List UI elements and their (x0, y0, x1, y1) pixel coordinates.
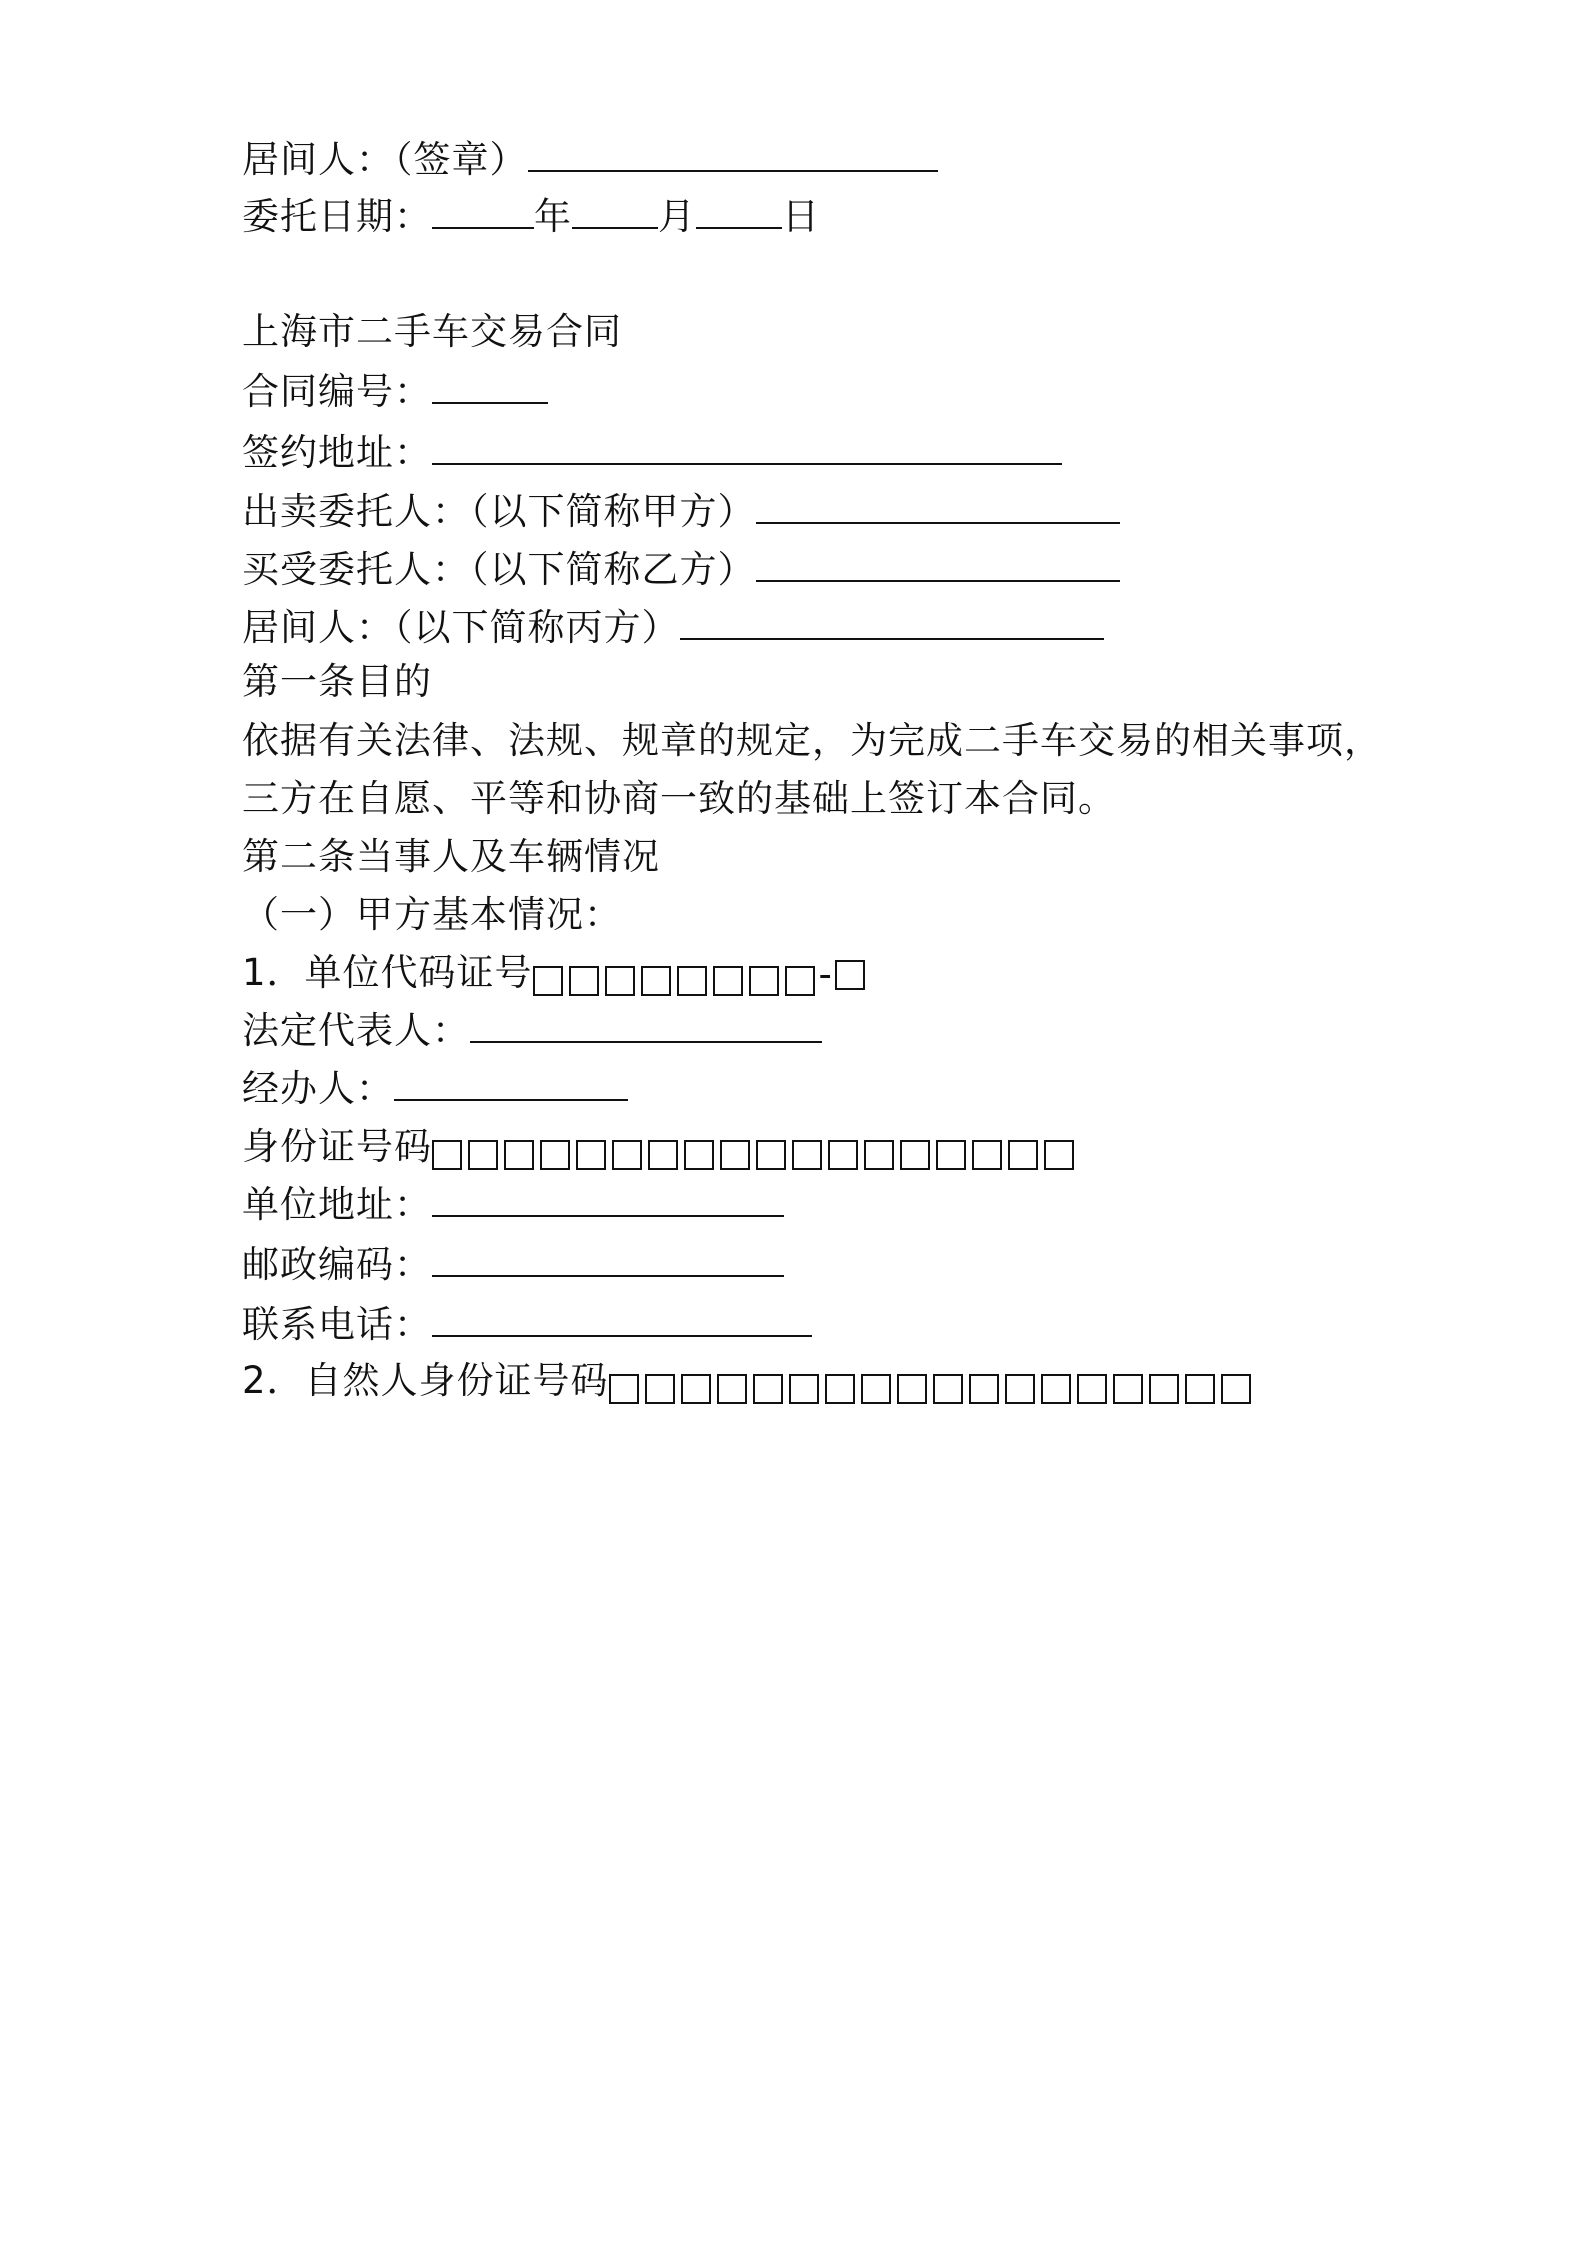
digit-box (684, 1140, 714, 1170)
digit-box (677, 966, 707, 996)
postcode-blank (432, 1245, 784, 1277)
digit-box (1005, 1374, 1035, 1404)
intermediary-signature-line (242, 135, 938, 185)
digit-box (432, 1140, 462, 1170)
seller-blank (756, 492, 1120, 524)
digit-box (713, 966, 743, 996)
digit-box (468, 1140, 498, 1170)
org-address-label: 单位地址： (242, 1183, 432, 1226)
signing-address-line (242, 428, 1062, 478)
org-code-line (242, 948, 871, 1004)
phone-label: 联系电话： (242, 1303, 432, 1346)
digit-box (900, 1140, 930, 1170)
contract-number-label: 合同编号： (242, 370, 432, 413)
digit-box (1113, 1374, 1143, 1404)
digit-box (1077, 1374, 1107, 1404)
legal-rep-line (242, 1006, 822, 1056)
handler-blank (394, 1069, 628, 1101)
day-blank (696, 197, 782, 229)
digit-box (504, 1140, 534, 1170)
digit-box (605, 966, 635, 996)
digit-box (1221, 1374, 1251, 1404)
digit-box (861, 1374, 891, 1404)
digit-box (645, 1374, 675, 1404)
signing-address-label: 签约地址： (242, 431, 432, 474)
digit-box (609, 1374, 639, 1404)
year-label: 年 (534, 195, 572, 238)
org-address-line (242, 1180, 784, 1230)
digit-box (648, 1140, 678, 1170)
digit-box (681, 1374, 711, 1404)
month-blank (572, 197, 658, 229)
article1-body-line1: 依据有关法律、法规、规章的规定，为完成二手车交易的相关事项， (242, 719, 1382, 762)
digit-box (825, 1374, 855, 1404)
seller-line (242, 487, 1120, 537)
digit-box (533, 966, 563, 996)
digit-box (828, 1140, 858, 1170)
digit-box (756, 1140, 786, 1170)
id-number-line (242, 1122, 1080, 1178)
digit-box (641, 966, 671, 996)
digit-box (972, 1140, 1002, 1170)
article1-body-line2: 三方在自愿、平等和协商一致的基础上签订本合同。 (242, 777, 1116, 820)
digit-box (1044, 1140, 1074, 1170)
org-code-label: 1．单位代码证号 (242, 951, 533, 994)
postcode-line (242, 1240, 784, 1290)
date-label: 委托日期： (242, 195, 432, 238)
seller-label: 出卖委托人：（以下简称甲方） (242, 490, 756, 533)
id-number-boxes (432, 1128, 1080, 1178)
party-a-heading: （一）甲方基本情况： (242, 893, 622, 936)
postcode-label: 邮政编码： (242, 1243, 432, 1286)
digit-box (789, 1374, 819, 1404)
signing-address-blank (432, 433, 1062, 465)
digit-box (785, 966, 815, 996)
digit-box (753, 1374, 783, 1404)
digit-box (1041, 1374, 1071, 1404)
intermediary-sign-label: 居间人：（签章） (242, 138, 528, 181)
phone-blank (432, 1305, 812, 1337)
digit-box (835, 960, 865, 990)
article2-title: 第二条当事人及车辆情况 (242, 835, 660, 878)
legal-rep-label: 法定代表人： (242, 1009, 470, 1052)
month-label: 月 (658, 195, 696, 238)
signature-blank (528, 140, 938, 172)
natural-person-id-label: 2．自然人身份证号码 (242, 1359, 609, 1402)
buyer-label: 买受委托人：（以下简称乙方） (242, 548, 756, 591)
digit-box (936, 1140, 966, 1170)
buyer-line (242, 545, 1120, 595)
natural-person-id-line (242, 1356, 1257, 1412)
buyer-blank (756, 550, 1120, 582)
intermediary-line (242, 603, 1104, 653)
digit-box (969, 1374, 999, 1404)
digit-box (864, 1140, 894, 1170)
handler-label: 经办人： (242, 1067, 394, 1110)
digit-box (540, 1140, 570, 1170)
digit-box (720, 1140, 750, 1170)
legal-rep-blank (470, 1011, 822, 1043)
digit-box (569, 966, 599, 996)
org-address-blank (432, 1185, 784, 1217)
digit-box (933, 1374, 963, 1404)
org-code-boxes (533, 954, 821, 1004)
digit-box (576, 1140, 606, 1170)
digit-box (1149, 1374, 1179, 1404)
digit-box (612, 1140, 642, 1170)
contract-number-line (242, 367, 548, 417)
id-number-label: 身份证号码 (242, 1125, 432, 1168)
digit-box (1185, 1374, 1215, 1404)
handler-line (242, 1064, 628, 1114)
digit-box (749, 966, 779, 996)
contract-number-blank (432, 372, 548, 404)
article1-title: 第一条目的 (242, 660, 432, 703)
entrust-date-line (242, 192, 820, 242)
digit-box (717, 1374, 747, 1404)
digit-box (792, 1140, 822, 1170)
day-label: 日 (782, 195, 820, 238)
digit-box (1008, 1140, 1038, 1170)
digit-box (897, 1374, 927, 1404)
org-code-dash: - (818, 952, 833, 996)
natural-person-id-boxes (609, 1362, 1257, 1412)
year-blank (432, 197, 534, 229)
phone-line (242, 1300, 812, 1350)
intermediary-blank (680, 608, 1104, 640)
contract-title: 上海市二手车交易合同 (242, 310, 622, 353)
intermediary-label: 居间人：（以下简称丙方） (242, 606, 680, 649)
